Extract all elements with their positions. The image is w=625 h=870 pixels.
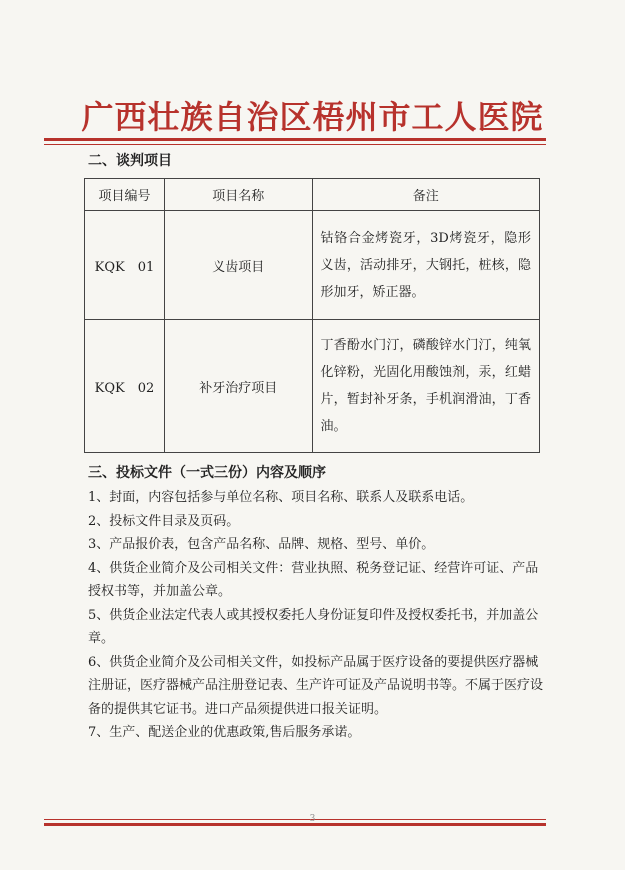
list-item: 3、产品报价表，包含产品名称、品牌、规格、型号、单价。 xyxy=(88,537,435,552)
section-3-heading: 三、投标文件（一式三份）内容及顺序 xyxy=(88,465,326,481)
column-header-name: 项目名称 xyxy=(164,179,312,211)
bid-document-contents-list xyxy=(88,486,544,745)
item-remark-cell: 钴铬合金烤瓷牙，3D烤瓷牙，隐形义齿，活动排牙，大钢托，桩核，隐形加牙，矫正器。 xyxy=(312,211,540,320)
section-2-heading: 二、谈判项目 xyxy=(88,153,172,169)
item-code-cell: KQK 02 xyxy=(85,320,165,453)
list-item: 2、投标文件目录及页码。 xyxy=(88,513,240,529)
item-name-cell: 义齿项目 xyxy=(164,211,312,320)
list-item: 1、封面，内容包括参与单位名称、项目名称、联系人及联系电话。 xyxy=(88,490,474,505)
hospital-letterhead-title: 广西壮族自治区梧州市工人医院 xyxy=(81,98,544,136)
list-item: 6、供货企业简介及公司相关文件，如投标产品属于医疗设备的要提供医疗器械注册证，医疗器械产品注册登记表、生产许可证及产品说明书等。不属于医疗设备的提供其它证书。进口产品须提供进口报关证明。 xyxy=(88,654,544,717)
page-number: 3 xyxy=(309,814,316,824)
letterhead-rule-thin xyxy=(44,144,546,145)
column-header-code: 项目编号 xyxy=(85,179,165,211)
table-header-row xyxy=(85,179,540,211)
table-row xyxy=(85,211,540,320)
list-item: 5、供货企业法定代表人或其授权委托人身份证复印件及授权委托书，并加盖公章。 xyxy=(88,607,539,646)
table-row xyxy=(85,320,540,453)
column-header-remark: 备注 xyxy=(312,179,540,211)
negotiation-items-table xyxy=(84,178,540,453)
item-remark-cell: 丁香酚水门汀，磷酸锌水门汀，纯氧化锌粉，光固化用酸蚀剂，汞，红蜡片，暂封补牙条，手机润滑油，丁香油。 xyxy=(312,320,540,453)
item-code-cell: KQK 01 xyxy=(85,211,165,320)
list-item: 7、生产、配送企业的优惠政策,售后服务承诺。 xyxy=(88,725,361,740)
letterhead-rule-thick xyxy=(44,138,546,141)
item-name-cell: 补牙治疗项目 xyxy=(164,320,312,453)
list-item: 4、供货企业简介及公司相关文件：营业执照、税务登记证、经营许可证、产品授权书等，并加盖公章。 xyxy=(88,560,539,599)
